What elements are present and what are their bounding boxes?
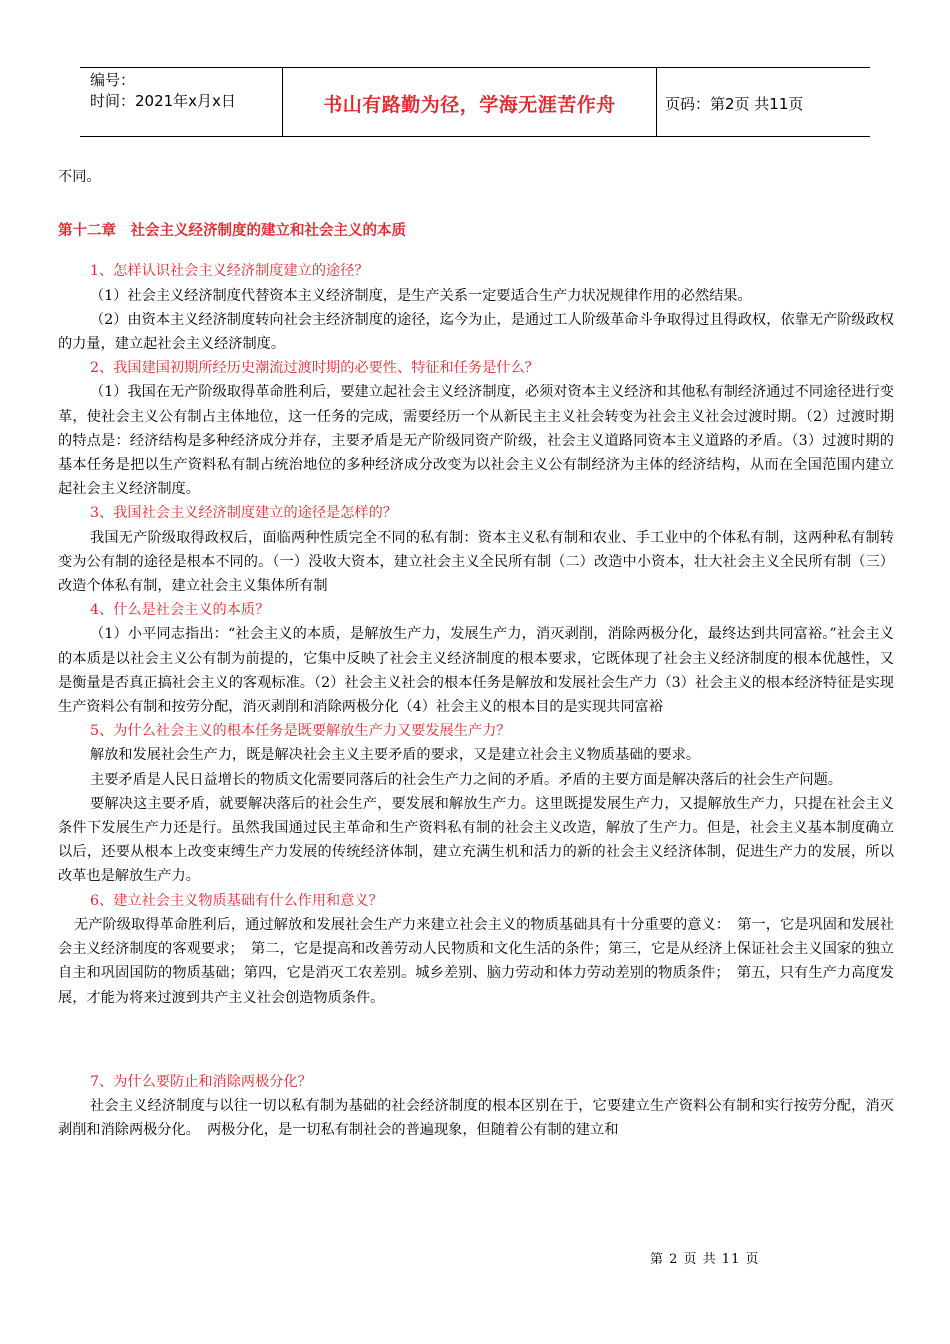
question-6: 6、建立社会主义物质基础有什么作用和意义？ [90,892,383,909]
answer-5-para-1: 解放和发展社会生产力，既是解决社会主义主要矛盾的要求，又是建立社会主义物质基础的要求。 [90,747,701,764]
answer-3-para-1: 我国无产阶级取得政权后，面临两种性质完全不同的私有制：资本主义私有制和农业、手工业中的个体私有制，这两种私有制转变为公有制的途径是根本不同的。（一）没收大资本，建立社会主义全民所有制（二）改造中小资本，壮大社会主义全民所有制（三）改造个体私有制，建立社会主义集体所有制 [58,529,894,595]
page-footer: 第 2 页 共 11 页 [650,1252,760,1267]
header-page-cell [657,68,870,136]
page-code: 页码：第2页 共11页 [665,95,804,113]
answer-2-para-1: （1）我国在无产阶级取得革命胜利后，要建立起社会主义经济制度，必须对资本主义经济和其他私有制经济通过不同途径进行变革，使社会主义公有制占主体地位，这一任务的完成，需要经历一个从新民主主义社会转变为社会主义社会过渡时期。（2）过渡时期的特点是：经济结构是多种经济成分并存，主要矛盾是无产阶级同资产阶级，社会主义道路同资本主义道路的矛盾。（3）过渡时期的基本任务是把以生产资料私有制占统治地位的多种经济成分改变为以社会主义公有制经济为主体的经济结构，从而在全国范围内建立起社会主义经济制度。 [58,384,894,498]
number-label: 编号： [90,71,136,89]
question-3: 3、我国社会主义经济制度建立的途径是怎样的？ [90,505,397,522]
time-label: 时间：2021年x月x日 [90,92,236,110]
question-1: 1、怎样认识社会主义经济制度建立的途径？ [90,263,369,280]
answer-1-para-2: （2）由资本主义经济制度转向社会主经济制度的途径，迄今为止，是通过工人阶级革命斗争取得过且得政权，依靠无产阶级政权的力量，建立起社会主义经济制度。 [58,311,894,353]
answer-4-para-1: （1）小平同志指出：“社会主义的本质，是解放生产力，发展生产力，消灭剥削，消除两极分化，最终达到共同富裕。”社会主义的本质是以社会主义公有制为前提的，它集中反映了社会主义经济制度的根本要求，它既体现了社会主义经济制度的根本优越性，又是衡量是否真正搞社会主义的客观标准。（2）社会主义社会的根本任务是解放和发展社会生产力（3）社会主义的根本经济特征是实现生产资料公有制和按劳分配，消灭剥削和消除两极分化（4）社会主义的根本目的是实现共同富裕 [58,626,894,716]
page-header [80,67,870,137]
question-4: 4、什么是社会主义的本质？ [90,602,270,619]
document-body [58,165,894,1142]
question-2: 2、我国建国初期所经历史潮流过渡时期的必要性、特征和任务是什么？ [90,360,539,377]
header-motto-cell [283,68,657,136]
answer-5-para-2: 主要矛盾是人民日益增长的物质文化需要同落后的社会生产力之间的矛盾。矛盾的主要方面是解决落后的社会生产问题。 [90,771,842,788]
question-5: 5、为什么社会主义的根本任务是既要解放生产力又要发展生产力？ [90,723,511,740]
answer-6-para-1: 无产阶级取得革命胜利后，通过解放和发展社会生产力来建立社会主义的物质基础具有十分重要的意义： 第一，它是巩固和发展社会主义经济制度的客观要求； 第二，它是提高和改善劳动人民物质和文化生活的条件；第三，它是从经济上保证社会主义国家的独立自主和巩固国防的物质基础；第四，它是消灭工农差别。城乡差别、脑力劳动和体力劳动差别的物质条件； 第五，只有生产力高度发展，才能为将来过渡到共产主义社会创造物质条件。 [58,916,894,1006]
answer-5-para-3: 要解决这主要矛盾，就要解决落后的社会生产，要发展和解放生产力。这里既提发展生产力，又提解放生产力，只提在社会主义条件下发展生产力还是行。虽然我国通过民主革命和生产资料私有制的社会主义改造，解放了生产力。但是，社会主义基本制度确立以后，还要从根本上改变束缚生产力发展的传统经济体制，建立充满生机和活力的新的社会主义经济体制，促进生产力的发展，所以改革也是解放生产力。 [58,795,894,885]
chapter-title: 第十二章 社会主义经济制度的建立和社会主义的本质 [58,222,406,240]
header-meta-cell [80,68,283,136]
answer-1-para-1: （1）社会主义经济制度代替资本主义经济制度，是生产关系一定要适合生产力状况规律作用的必然结果。 [90,287,752,304]
spacer [58,1010,894,1070]
question-7: 7、为什么要防止和消除两极分化？ [90,1073,312,1090]
carry-over-text: 不同。 [58,169,101,185]
motto: 书山有路勤为径，学海无涯苦作舟 [323,94,616,116]
answer-7-para-1: 社会主义经济制度与以往一切以私有制为基础的社会经济制度的根本区别在于，它要建立生产资料公有制和实行按劳分配，消灭剥削和消除两极分化。 两极分化，是一切私有制社会的普遍现象，但随着公有制的建立和 [58,1097,894,1139]
